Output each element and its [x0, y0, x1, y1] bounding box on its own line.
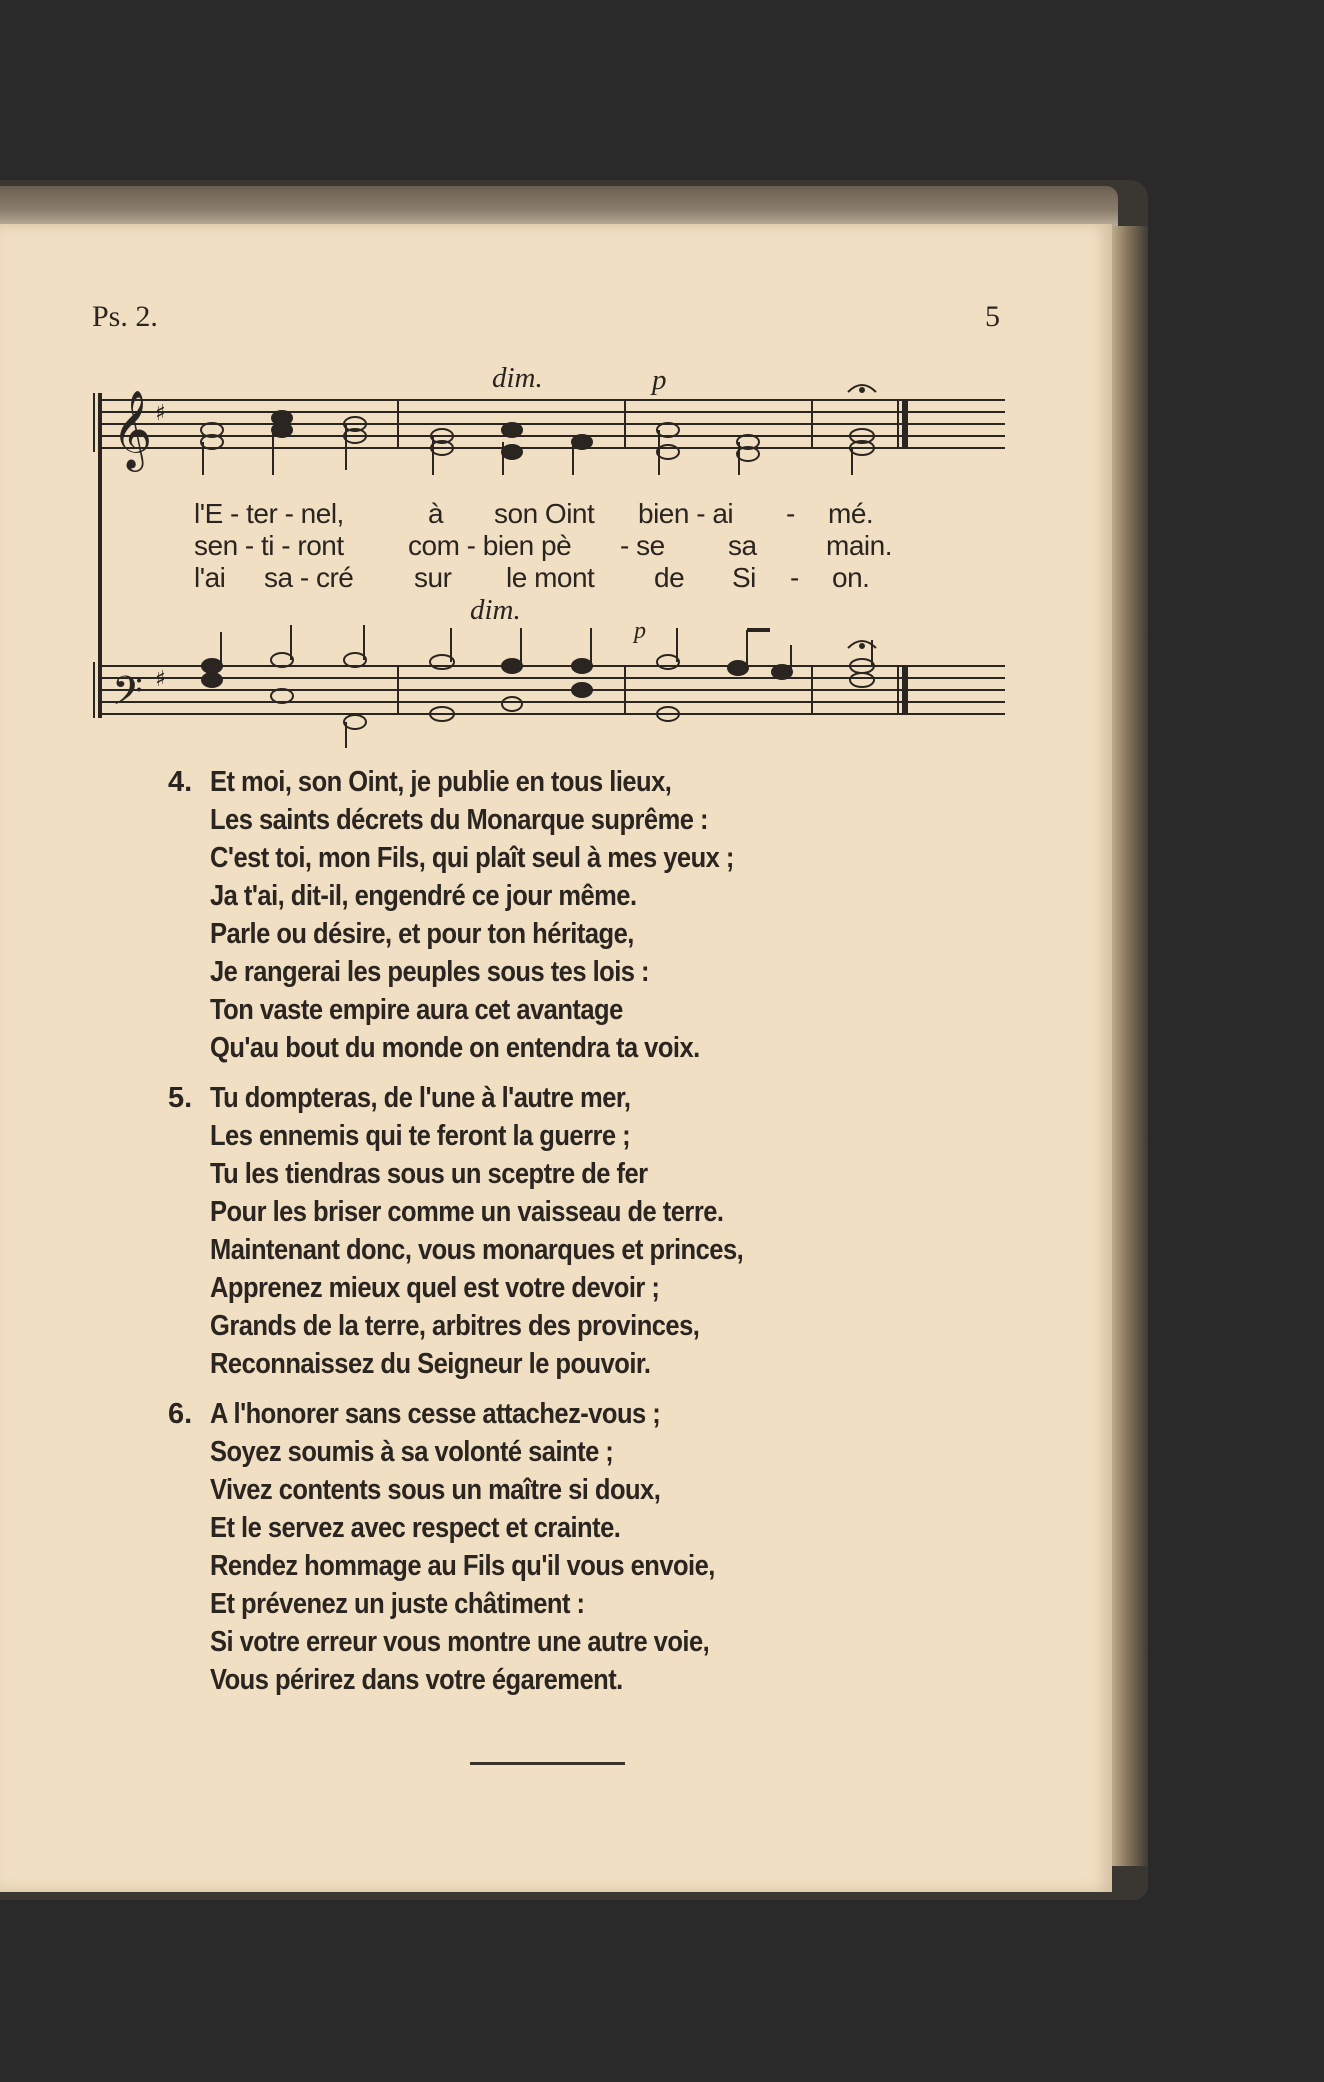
lyric-syllable: l'ai	[194, 562, 226, 593]
treble-notes	[201, 385, 876, 475]
verse-line: Et le servez avec respect et crainte.	[210, 1512, 621, 1544]
closing-rule	[470, 1762, 625, 1765]
lyric-syllable: -	[786, 498, 795, 529]
verse-line: Tu les tiendras sous un sceptre de fer	[210, 1158, 648, 1190]
verse-line: Reconnaissez du Seigneur le pouvoir.	[210, 1348, 651, 1380]
lyric-syllable: bien - ai	[638, 498, 734, 529]
lyric-syllable: on.	[832, 562, 870, 593]
lyric-syllable: sa	[728, 530, 757, 561]
stanza-number: 4.	[168, 766, 193, 798]
page-number: 5	[985, 300, 1000, 333]
lyric-syllable: Si	[732, 562, 756, 593]
verse-line: Vivez contents sous un maître si doux,	[210, 1474, 661, 1506]
verse-line: Qu'au bout du monde on entendra ta voix.	[210, 1032, 700, 1064]
lyric-syllable: le mont	[506, 562, 595, 593]
dynamic-p-bass: p	[634, 618, 646, 644]
verse-line: Je rangerai les peuples sous tes lois :	[210, 956, 649, 988]
stanza-number: 5.	[168, 1082, 193, 1114]
verse-line: Tu dompteras, de l'une à l'autre mer,	[210, 1082, 631, 1114]
verse-line: Les saints décrets du Monarque suprême :	[210, 804, 708, 836]
verse-line: Pour les briser comme un vaisseau de terre.	[210, 1196, 724, 1228]
dynamic-dim-top: dim.	[492, 362, 543, 394]
verse-line: A l'honorer sans cesse attachez-vous ;	[210, 1398, 661, 1430]
lyric-syllable: com - bien pè	[408, 530, 572, 561]
dynamic-p-top: p	[652, 364, 667, 396]
lyric-syllable: sa - cré	[264, 562, 354, 593]
verse-line: Vous périrez dans votre égarement.	[210, 1664, 623, 1696]
verse-line: Les ennemis qui te feront la guerre ;	[210, 1120, 631, 1152]
dynamic-dim-mid: dim.	[470, 594, 521, 626]
lyric-syllable: à	[428, 498, 444, 529]
verse-line: Soyez soumis à sa volonté sainte ;	[210, 1436, 614, 1468]
bass-notes	[202, 625, 876, 748]
running-head-psalm: Ps. 2.	[92, 300, 158, 333]
verse-line: Ton vaste empire aura cet avantage	[210, 994, 623, 1026]
lyric-syllable: mé.	[828, 498, 874, 529]
verse-line: Et moi, son Oint, je publie en tous lieux,	[210, 766, 672, 798]
lyric-syllable: de	[654, 562, 685, 593]
treble-clef-icon: 𝄞	[112, 390, 153, 469]
bass-staff	[100, 666, 1005, 714]
lyric-syllable: - se	[620, 530, 665, 561]
lyric-syllable: l'E - ter - nel,	[194, 498, 344, 529]
verse-line: C'est toi, mon Fils, qui plaît seul à mes yeux ;	[210, 842, 734, 874]
verse-line: Grands de la terre, arbitres des provinces,	[210, 1310, 700, 1342]
sharp-icon: ♯	[155, 401, 166, 426]
verse-line: Ja t'ai, dit-il, engendré ce jour même.	[210, 880, 637, 912]
stanza-number: 6.	[168, 1398, 193, 1430]
verse-line: Si votre erreur vous montre une autre voie,	[210, 1626, 710, 1658]
lyric-syllable: son Oint	[494, 498, 595, 529]
bass-clef-icon: 𝄢	[112, 668, 143, 724]
verse-line: Et prévenez un juste châtiment :	[210, 1588, 585, 1620]
verse-line: Maintenant donc, vous monarques et princes,	[210, 1234, 744, 1266]
lyric-syllable: sen - ti - ront	[194, 530, 344, 561]
lyric-syllable: sur	[414, 562, 452, 593]
sharp-icon: ♯	[155, 667, 166, 692]
verse-line: Parle ou désire, et pour ton héritage,	[210, 918, 634, 950]
verse-line: Apprenez mieux quel est votre devoir ;	[210, 1272, 660, 1304]
verse-line: Rendez hommage au Fils qu'il vous envoie,	[210, 1550, 715, 1582]
lyric-syllable: main.	[826, 530, 892, 561]
lyric-syllable: -	[790, 562, 799, 593]
